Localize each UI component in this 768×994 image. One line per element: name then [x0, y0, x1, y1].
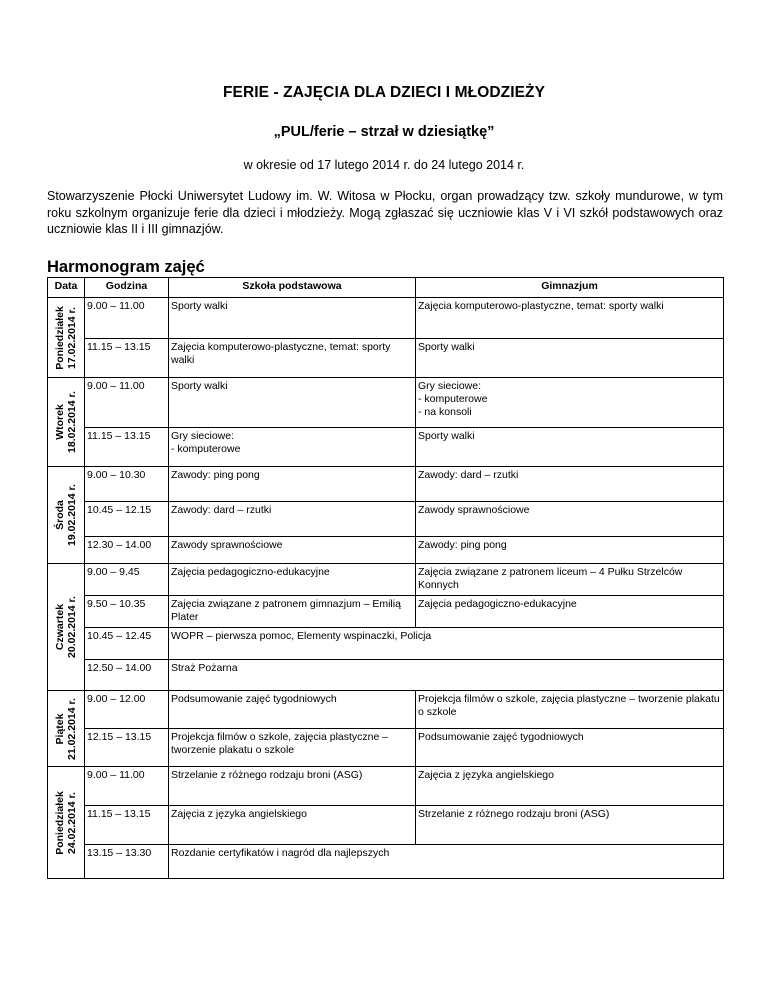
day-cell [48, 378, 85, 467]
middle-school-activity-cell: Zajęcia komputerowo-plastyczne, temat: sporty walki [416, 298, 724, 339]
middle-school-activity-cell: Zawody sprawnościowe [416, 502, 724, 537]
day-name: Poniedziałek [54, 790, 66, 855]
time-cell: 9.00 – 9.45 [85, 564, 169, 596]
primary-activity-cell: Zawody sprawnościowe [169, 537, 416, 564]
primary-activity-cell: Zajęcia pedagogiczno-edukacyjne [169, 564, 416, 596]
middle-school-activity-cell: Projekcja filmów o szkole, zajęcia plastyczne – tworzenie plakatu o szkole [416, 691, 724, 729]
day-name: Piątek [54, 713, 66, 744]
time-cell: 12.15 – 13.15 [85, 729, 169, 767]
merged-activity-cell: Straż Pożarna [169, 660, 724, 691]
table-row [48, 691, 724, 729]
table-row [48, 628, 724, 660]
time-cell: 12.50 – 14.00 [85, 660, 169, 691]
middle-school-activity-cell: Sporty walki [416, 339, 724, 378]
header-primary-school: Szkoła podstawowa [169, 278, 416, 298]
day-date: 20.02.2014 r. [66, 596, 78, 658]
day-cell [48, 691, 85, 767]
table-row [48, 502, 724, 537]
day-date: 18.02.2014 r. [66, 391, 78, 453]
header-middle-school: Gimnazjum [416, 278, 724, 298]
day-label [54, 596, 78, 658]
header-date: Data [48, 278, 85, 298]
primary-activity-cell: Sporty walki [169, 298, 416, 339]
day-cell [48, 564, 85, 691]
middle-school-activity-cell: Zawody: ping pong [416, 537, 724, 564]
primary-activity-cell: Podsumowanie zajęć tygodniowych [169, 691, 416, 729]
table-row [48, 596, 724, 628]
time-cell: 13.15 – 13.30 [85, 845, 169, 879]
day-date: 21.02.2014 r. [66, 697, 78, 760]
table-row [48, 428, 724, 467]
header-time: Godzina [85, 278, 169, 298]
middle-school-activity-cell: Sporty walki [416, 428, 724, 467]
middle-school-activity-cell: Strzelanie z różnego rodzaju broni (ASG) [416, 806, 724, 845]
time-cell: 11.15 – 13.15 [85, 428, 169, 467]
primary-activity-cell: Sporty walki [169, 378, 416, 428]
day-date: 17.02.2014 r. [66, 306, 78, 369]
table-row [48, 845, 724, 879]
table-header-row [48, 278, 724, 298]
primary-activity-cell: Zawody: ping pong [169, 467, 416, 502]
time-cell: 9.00 – 12.00 [85, 691, 169, 729]
day-cell [48, 298, 85, 378]
day-label [54, 698, 78, 760]
middle-school-activity-cell: Podsumowanie zajęć tygodniowych [416, 729, 724, 767]
table-row [48, 767, 724, 806]
primary-activity-cell: Gry sieciowe: - komputerowe [169, 428, 416, 467]
primary-activity-cell: Strzelanie z różnego rodzaju broni (ASG) [169, 767, 416, 806]
table-row [48, 537, 724, 564]
table-row [48, 298, 724, 339]
middle-school-activity-cell: Zajęcia pedagogiczno-edukacyjne [416, 596, 724, 628]
document-period: w okresie od 17 lutego 2014 r. do 24 lutego 2014 r. [243, 158, 525, 172]
time-cell: 9.00 – 10.30 [85, 467, 169, 502]
middle-school-activity-cell: Zajęcia związane z patronem liceum – 4 Pułku Strzelców Konnych [416, 564, 724, 596]
merged-activity-cell: WOPR – pierwsza pomoc, Elementy wspinaczki, Policja [169, 628, 724, 660]
primary-activity-cell: Zajęcia komputerowo-plastyczne, temat: sporty walki [169, 339, 416, 378]
time-cell: 10.45 – 12.15 [85, 502, 169, 537]
section-heading: Harmonogram zajęć [47, 258, 205, 276]
merged-activity-cell: Rozdanie certyfikatów i nagród dla najlepszych [169, 845, 724, 879]
table-row [48, 378, 724, 428]
table-row [48, 467, 724, 502]
primary-activity-cell: Projekcja filmów o szkole, zajęcia plastyczne – tworzenie plakatu o szkole [169, 729, 416, 767]
time-cell: 9.50 – 10.35 [85, 596, 169, 628]
time-cell: 10.45 – 12.45 [85, 628, 169, 660]
primary-activity-cell: Zajęcia związane z patronem gimnazjum – Emilią Plater [169, 596, 416, 628]
day-label [54, 484, 78, 546]
day-name: Wtorek [54, 404, 66, 440]
time-cell: 9.00 – 11.00 [85, 298, 169, 339]
day-name: Poniedziałek [54, 305, 66, 370]
schedule-table [47, 277, 724, 879]
day-date: 24.02.2014 r. [66, 791, 78, 854]
day-label [54, 306, 78, 370]
middle-school-activity-cell: Zawody: dard – rzutki [416, 467, 724, 502]
day-date: 19.02.2014 r. [66, 484, 78, 546]
day-label [54, 391, 78, 453]
time-cell: 11.15 – 13.15 [85, 806, 169, 845]
time-cell: 9.00 – 11.00 [85, 767, 169, 806]
day-cell [48, 467, 85, 564]
primary-activity-cell: Zawody: dard – rzutki [169, 502, 416, 537]
day-label [54, 791, 78, 855]
time-cell: 9.00 – 11.00 [85, 378, 169, 428]
document-title: FERIE - ZAJĘCIA DLA DZIECI I MŁODZIEŻY [222, 84, 546, 101]
time-cell: 11.15 – 13.15 [85, 339, 169, 378]
table-row [48, 339, 724, 378]
middle-school-activity-cell: Zajęcia z języka angielskiego [416, 767, 724, 806]
document-subtitle: „PUL/ferie – strzał w dziesiątkę” [273, 124, 495, 140]
table-row [48, 564, 724, 596]
table-row [48, 806, 724, 845]
day-name: Czwartek [54, 603, 66, 651]
primary-activity-cell: Zajęcia z języka angielskiego [169, 806, 416, 845]
day-cell [48, 767, 85, 879]
time-cell: 12.30 – 14.00 [85, 537, 169, 564]
intro-paragraph: Stowarzyszenie Płocki Uniwersytet Ludowy im. W. Witosa w Płocku, organ prowadzący tzw. szkoły mundurowe, w tym roku szkolnym organizuje ferie dla dzieci i młodzieży. Mogą zgłaszać się uczniowie klas V i VI szkół podstawowych oraz uczniowie klas II i III gimnazjów. [47, 189, 723, 236]
table-row [48, 729, 724, 767]
day-name: Środa [54, 500, 66, 530]
middle-school-activity-cell: Gry sieciowe: - komputerowe - na konsoli [416, 378, 724, 428]
table-row [48, 660, 724, 691]
